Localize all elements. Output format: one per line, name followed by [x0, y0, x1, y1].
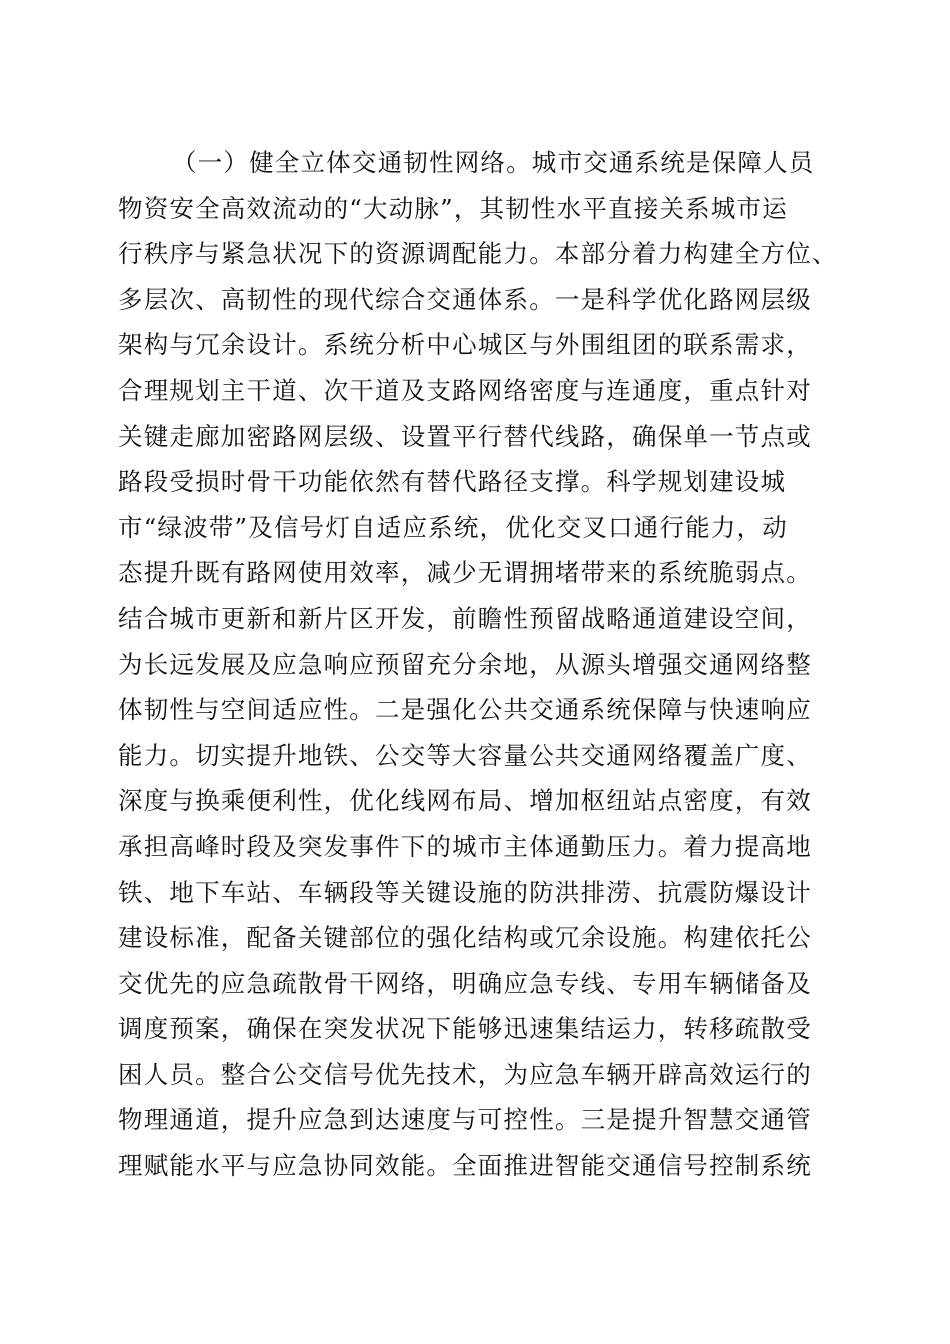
text-line: 理赋能水平与应急协同效能。全面推进智能交通信号控制系统	[118, 1151, 812, 1181]
text-line: 为长远发展及应急响应预留充分余地，从源头增强交通网络整	[118, 649, 812, 679]
text-line: 困人员。整合公交信号优先技术，为应急车辆开辟高效运行的	[118, 1059, 812, 1089]
text-line: 多层次、高韧性的现代综合交通体系。一是科学优化路网层级	[118, 284, 812, 314]
text-line: 铁、地下车站、车辆段等关键设施的防洪排涝、抗震防爆设计	[118, 877, 812, 907]
text-line: 物理通道，提升应急到达速度与可控性。三是提升智慧交通管	[118, 1105, 812, 1135]
text-line: 结合城市更新和新片区开发，前瞻性预留战略通道建设空间，	[118, 603, 812, 633]
text-line: 调度预案，确保在突发状况下能够迅速集结运力，转移疏散受	[118, 1014, 812, 1044]
text-line: 市“绿波带”及信号灯自适应系统，优化交叉口通行能力，动	[118, 512, 788, 542]
text-line: 关键走廊加密路网层级、设置平行替代线路，确保单一节点或	[118, 421, 812, 451]
body-text	[118, 140, 838, 1189]
text-line: 深度与换乘便利性，优化线网布局、增加枢纽站点密度，有效	[118, 786, 812, 816]
text-line: 承担高峰时段及突发事件下的城市主体通勤压力。着力提高地	[118, 831, 812, 861]
text-line: 体韧性与空间适应性。二是强化公共交通系统保障与快速响应	[118, 695, 812, 725]
text-line: 合理规划主干道、次干道及支路网络密度与连通度，重点针对	[118, 375, 812, 405]
text-line: 建设标准，配备关键部位的强化结构或冗余设施。构建依托公	[118, 923, 812, 953]
text-line: 能力。切实提升地铁、公交等大容量公共交通网络覆盖广度、	[118, 740, 812, 770]
text-line: 路段受损时骨干功能依然有替代路径支撑。科学规划建设城	[118, 467, 787, 497]
text-line: （一）健全立体交通韧性网络。城市交通系统是保障人员	[172, 148, 815, 177]
text-line: 态提升既有路网使用效率，减少无谓拥堵带来的系统脆弱点。	[118, 558, 812, 588]
text-line: 架构与冗余设计。系统分析中心城区与外围组团的联系需求，	[118, 330, 812, 360]
text-line: 物资安全高效流动的“大动脉”，其韧性水平直接关系城市运	[118, 193, 788, 223]
text-line: 行秩序与紧急状况下的资源调配能力。本部分着力构建全方位、	[118, 239, 838, 269]
text-line: 交优先的应急疏散骨干网络，明确应急专线、专用车辆储备及	[118, 968, 812, 998]
